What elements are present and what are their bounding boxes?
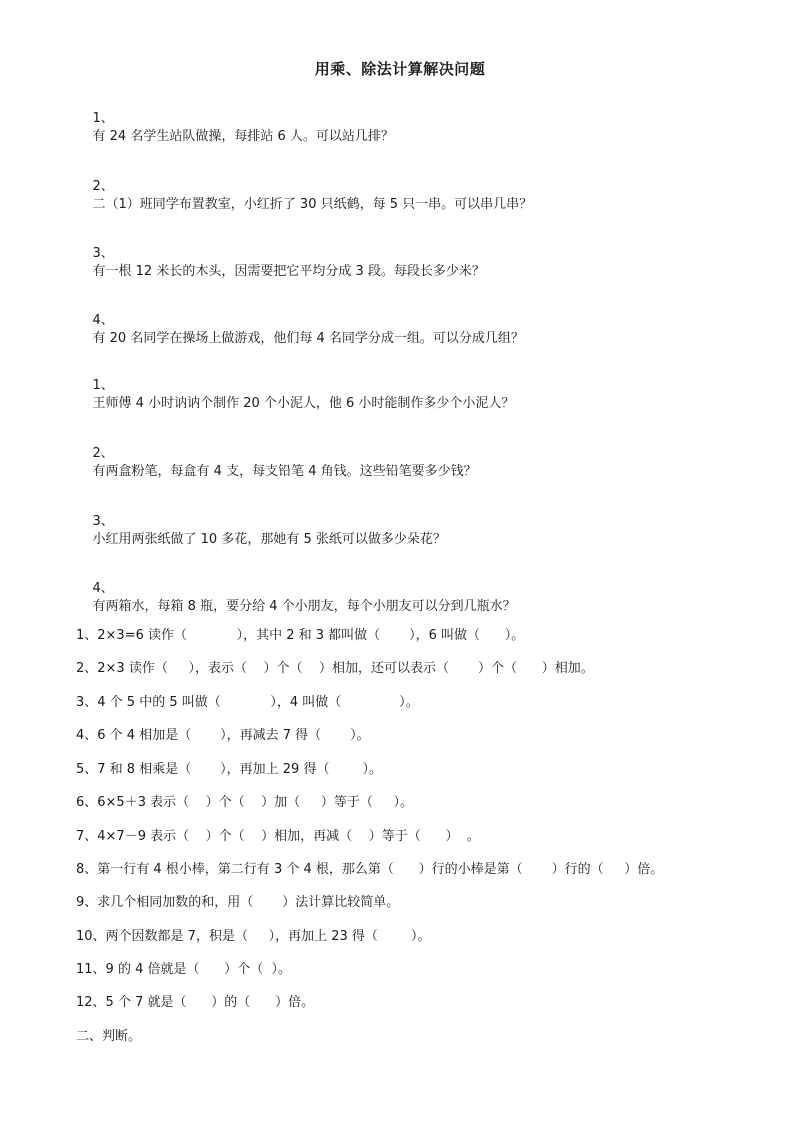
fill-blank-item: 6、6×5＋3 表示（ ）个（ ）加（ ）等于（ ）。	[76, 795, 413, 810]
fill-blank-item: 3、4 个 5 中的 5 叫做（ ），4 叫做（ ）。	[76, 695, 419, 710]
word-problem	[76, 562, 516, 634]
word-problem	[76, 160, 532, 232]
fill-blank-item: 4、6 个 4 相加是（ ），再减去 7 得（ ）。	[76, 728, 370, 743]
section-heading: 二、判断。	[76, 1029, 142, 1044]
problem-number: 1、	[92, 111, 114, 126]
word-problem	[76, 359, 514, 431]
problem-text: 有一根 12 米长的木头，因需要把它平均分成 3 段。每段长多少米？	[92, 264, 485, 279]
word-problem	[76, 427, 477, 499]
problem-text: 有两盒粉笔，每盒有 4 支，每支铅笔 4 角钱。这些铅笔要多少钱？	[92, 464, 477, 479]
problem-number: 1、	[92, 378, 114, 393]
word-problem	[76, 227, 485, 299]
problem-text: 有 20 名同学在操场上做游戏，他们每 4 名同学分成一组。可以分成几组？	[92, 331, 524, 346]
problem-number: 4、	[92, 581, 114, 596]
page-title: 用乘、除法计算解决问题	[314, 60, 486, 78]
fill-blank-item: 7、4×7－9 表示（ ）个（ ）相加，再减（ ）等于（ ） 。	[76, 829, 480, 844]
problem-text: 二（1）班同学布置教室，小红折了 30 只纸鹤，每 5 只一串。可以串几串？	[92, 197, 533, 212]
problem-text: 王师傅 4 小时讷讷个制作 20 个小泥人，他 6 小时能制作多少个小泥人？	[92, 396, 515, 411]
fill-blank-item: 12、5 个 7 就是（ ）的（ ）倍。	[76, 995, 315, 1010]
problem-number: 3、	[92, 246, 114, 261]
problem-text: 小红用两张纸做了 10 多花，那她有 5 张纸可以做多少朵花？	[92, 532, 446, 547]
fill-blank-item: 11、9 的 4 倍就是（ ）个（ ）。	[76, 962, 292, 977]
word-problem	[76, 92, 394, 164]
fill-blank-item: 2、2×3 读作（ ），表示（ ）个（ ）相加，还可以表示（ ）个（ ）相加。	[76, 661, 594, 676]
problem-number: 2、	[92, 446, 114, 461]
fill-blank-item: 5、7 和 8 相乘是（ ），再加上 29 得（ ）。	[76, 762, 383, 777]
word-problem	[76, 294, 524, 366]
problem-number: 3、	[92, 514, 114, 529]
fill-blank-item: 9、求几个相同加数的和，用（ ）法计算比较简单。	[76, 895, 400, 910]
fill-blank-item: 10、两个因数都是 7，积是（ ），再加上 23 得（ ）。	[76, 929, 431, 944]
fill-blank-item: 8、第一行有 4 根小棒，第二行有 3 个 4 根，那么第（ ）行的小棒是第（ ）行的（ ）倍。	[76, 862, 664, 877]
word-problem	[76, 495, 446, 567]
problem-text: 有两箱水，每箱 8 瓶，要分给 4 个小朋友，每个小朋友可以分到几瓶水？	[92, 599, 516, 614]
problem-number: 4、	[92, 313, 114, 328]
problem-number: 2、	[92, 179, 114, 194]
problem-text: 有 24 名学生站队做操，每排站 6 人。可以站几排？	[92, 129, 394, 144]
fill-blank-item: 1、2×3=6 读作（ ），其中 2 和 3 都叫做（ ），6 叫做（ ）。	[76, 628, 525, 643]
